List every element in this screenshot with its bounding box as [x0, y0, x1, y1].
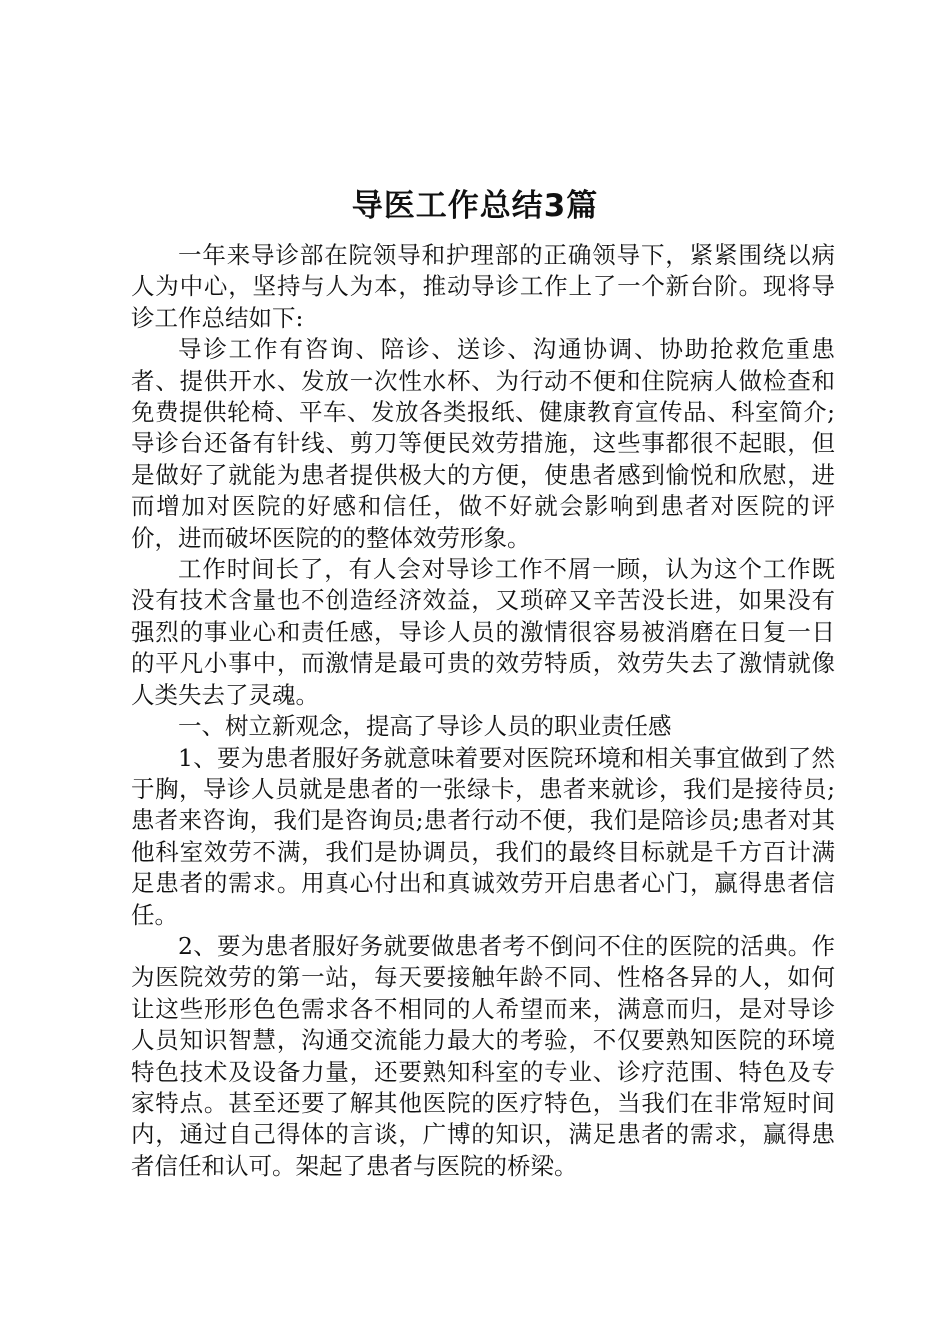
- paragraph-intro: 一年来导诊部在院领导和护理部的正确领导下，紧紧围绕以病人为中心，坚持与人为本，推动导诊工作上了一个新台阶。现将导诊工作总结如下:: [131, 241, 835, 332]
- paragraph-passion: 工作时间长了，有人会对导诊工作不屑一顾，认为这个工作既没有技术含量也不创造经济效益，又琐碎又辛苦没长进，如果没有强烈的事业心和责任感，导诊人员的激情很容易被消磨在日复一日的平凡小事中，而激情是最可贵的效劳特质，效劳失去了激情就像人类失去了灵魂。: [131, 555, 835, 709]
- paragraph-point-1: 1、要为患者服好务就意味着要对医院环境和相关事宜做到了然于胸，导诊人员就是患者的一张绿卡，患者来就诊，我们是接待员;患者来咨询，我们是咨询员;患者行动不便，我们是陪诊员;患者对其他科室效劳不满，我们是协调员，我们的最终目标就是千方百计满足患者的需求。用真心付出和真诚效劳开启患者心门，赢得患者信任。: [131, 743, 835, 929]
- paragraph-duties: 导诊工作有咨询、陪诊、送诊、沟通协调、协助抢救危重患者、提供开水、发放一次性水杯、为行动不便和住院病人做检查和免费提供轮椅、平车、发放各类报纸、健康教育宣传品、科室简介;导诊台还备有针线、剪刀等便民效劳措施，这些事都很不起眼，但是做好了就能为患者提供极大的方便，使患者感到愉悦和欣慰，进而增加对医院的好感和信任，做不好就会影响到患者对医院的评价，进而破坏医院的的整体效劳形象。: [131, 335, 835, 552]
- section-heading-1: 一、树立新观念，提高了导诊人员的职业责任感: [178, 712, 672, 741]
- document-body: [131, 240, 835, 1182]
- paragraph-point-2: 2、要为患者服好务就要做患者考不倒问不住的医院的活典。作为医院效劳的第一站，每天要接触年龄不同、性格各异的人，如何让这些形形色色需求各不相同的人希望而来，满意而归，是对导诊人员知识智慧，沟通交流能力最大的考验，不仅要熟知医院的环境特色技术及设备力量，还要熟知科室的专业、诊疗范围、特色及专家特点。甚至还要了解其他医院的医疗特色，当我们在非常短时间内，通过自己得体的言谈，广博的知识，满足患者的需求，赢得患者信任和认可。架起了患者与医院的桥梁。: [131, 931, 835, 1180]
- document-title: 导医工作总结3篇: [351, 188, 599, 224]
